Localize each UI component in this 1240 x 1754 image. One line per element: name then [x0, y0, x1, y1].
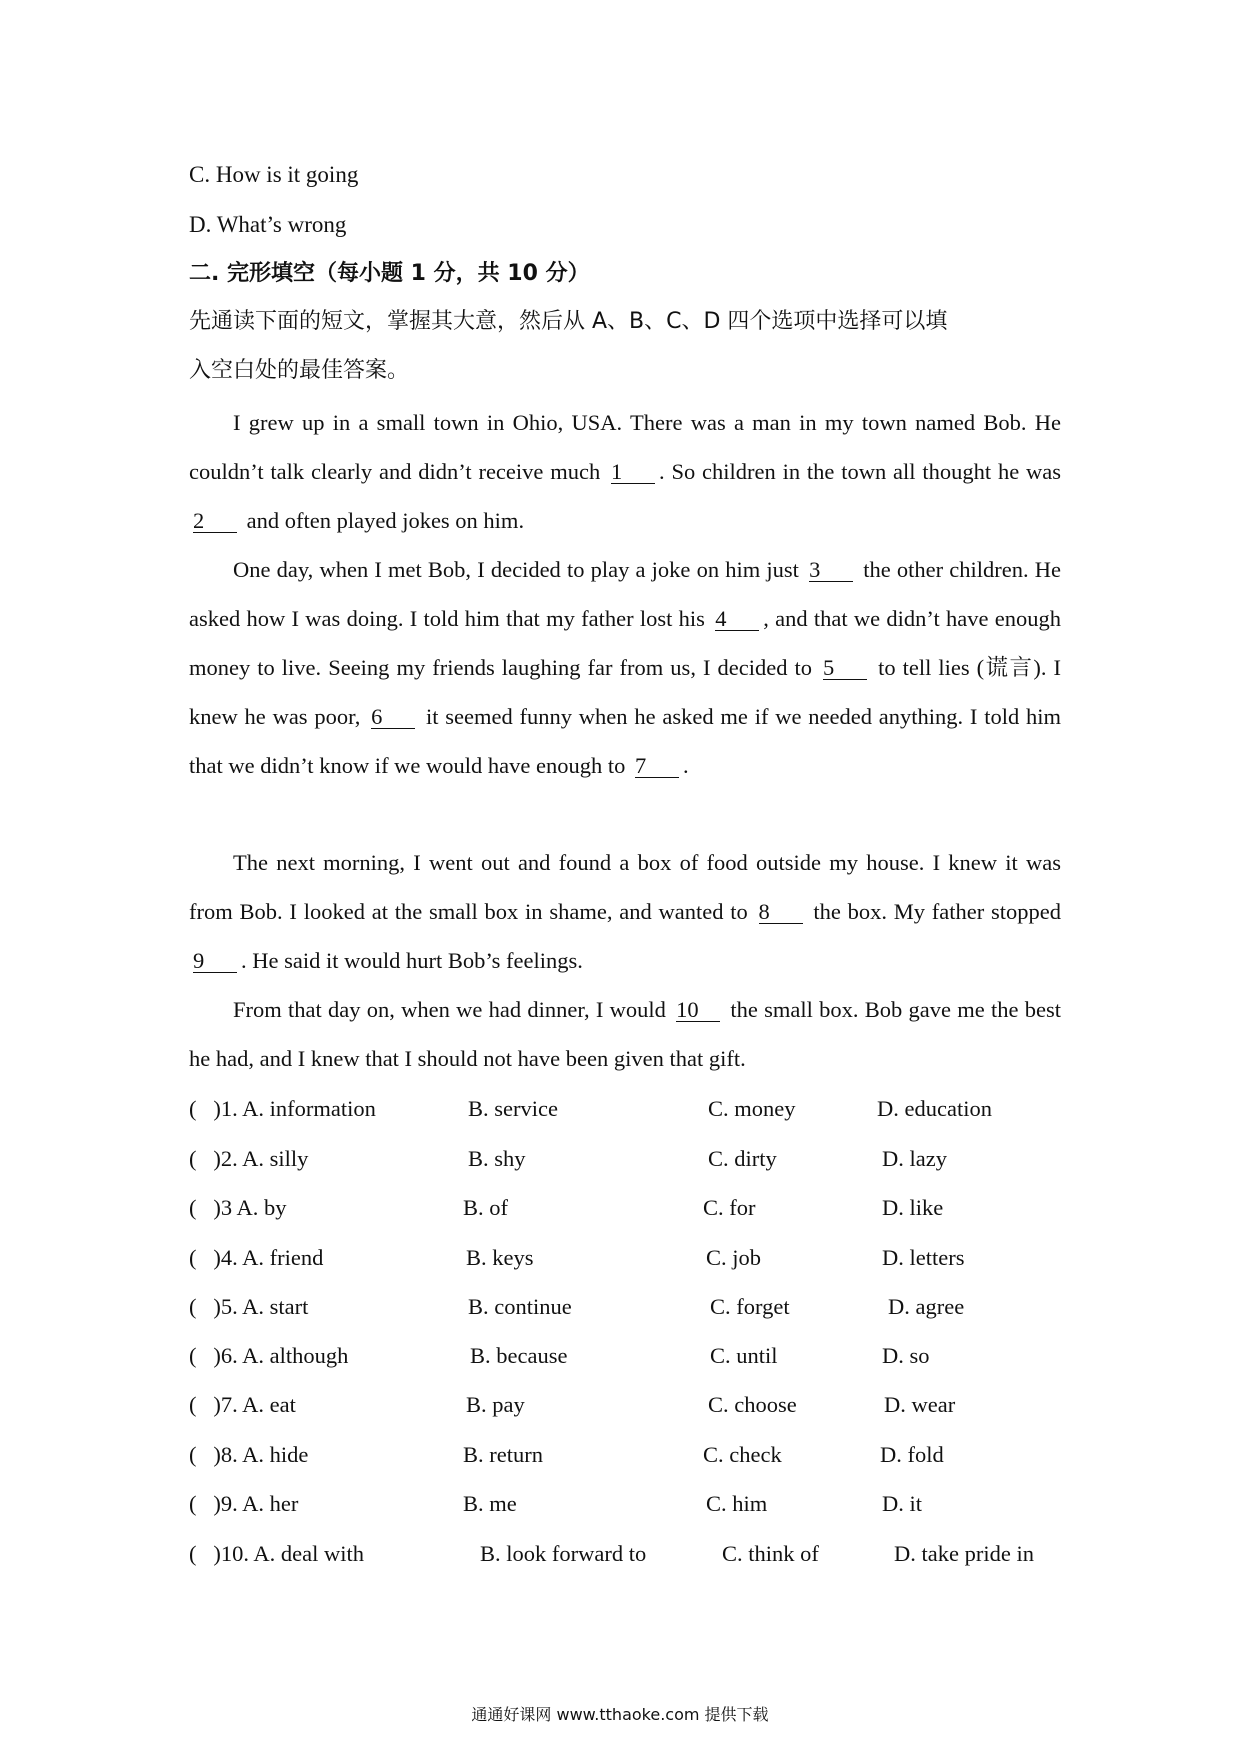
option-b: B. keys [466, 1245, 534, 1270]
option-c: C. for [703, 1195, 756, 1220]
question-stem-option-a: ( )4. A. friend [189, 1245, 324, 1270]
option-d: D. education [877, 1096, 992, 1121]
blank-4: 4 [715, 608, 759, 631]
passage-paragraph-1: I grew up in a small town in Ohio, USA. There was a man in my town named Bob. He couldn’t talk clearly and didn’t receive much 1 . So children in the town all thought he was 2 and often played jokes on him. [189, 410, 1061, 533]
option-b: B. service [468, 1096, 558, 1121]
section-instruction-line2: 入空白处的最佳答案。 [189, 358, 410, 383]
blank-9: 9 [193, 950, 237, 973]
question-stem-option-a: ( )3 A. by [189, 1195, 287, 1220]
option-d: D. fold [880, 1442, 944, 1467]
option-b: B. return [463, 1442, 543, 1467]
question-row [0, 1489, 1240, 1519]
option-b: B. continue [468, 1294, 572, 1319]
option-c: C. dirty [708, 1146, 777, 1171]
passage-paragraph-4: From that day on, when we had dinner, I would 10 the small box. Bob gave me the best he had, and I knew that I should not have been given that gift. [189, 997, 1062, 1071]
question-stem-option-a: ( )7. A. eat [189, 1392, 296, 1417]
question-row [0, 1341, 1240, 1371]
option-c: C. check [703, 1442, 782, 1467]
question-stem-option-a: ( )1. A. information [189, 1096, 376, 1121]
option-b: B. of [463, 1195, 508, 1220]
question-stem-option-a: ( )9. A. her [189, 1491, 299, 1516]
question-row [0, 1539, 1240, 1569]
passage-paragraph-2: One day, when I met Bob, I decided to play a joke on him just 3 the other children. He asked how I was doing. I told him that my father lost his 4 , and that we didn’t have enough money to live. Seeing my friends laughing far from us, I decided to 5 to tell lies (谎言). I knew he was poor, 6 it seemed funny when he asked me if we needed anything. I told him that we didn’t know if we would have enough to 7 . [189, 557, 1062, 778]
question-row [0, 1390, 1240, 1420]
option-c: C. until [710, 1343, 778, 1368]
option-c: C. think of [722, 1541, 819, 1566]
option-c: C. him [706, 1491, 768, 1516]
blank-7: 7 [635, 755, 679, 778]
passage-paragraph-3: The next morning, I went out and found a box of food outside my house. I knew it was from Bob. I looked at the small box in shame, and wanted to 8 the box. My father stopped 9 . He said it would hurt Bob’s feelings. [189, 850, 1062, 973]
page-footer: 通通好课网 www.tthaoke.com 提供下载 [471, 1705, 769, 1724]
option-b: B. shy [468, 1146, 526, 1171]
blank-6: 6 [371, 706, 415, 729]
option-d: D. letters [882, 1245, 965, 1270]
question-stem-option-a: ( )2. A. silly [189, 1146, 309, 1171]
question-row [0, 1193, 1240, 1223]
question-row [0, 1292, 1240, 1322]
blank-2: 2 [193, 510, 237, 533]
question-row [0, 1440, 1240, 1470]
option-b: B. pay [466, 1392, 525, 1417]
option-d: D. lazy [882, 1146, 947, 1171]
question-row [0, 1243, 1240, 1273]
question-row [0, 1144, 1240, 1174]
section-heading: 二. 完形填空（每小题 1 分，共 10 分） [189, 261, 590, 286]
option-d: D. it [882, 1491, 923, 1516]
blank-8: 8 [759, 901, 803, 924]
option-d: D. so [882, 1343, 930, 1368]
option-c: C. choose [708, 1392, 797, 1417]
question-stem-option-a: ( )6. A. although [189, 1343, 349, 1368]
option-d: D. like [882, 1195, 944, 1220]
blank-3: 3 [809, 559, 853, 582]
option-b: B. because [470, 1343, 568, 1368]
option-b: B. look forward to [480, 1541, 647, 1566]
blank-10: 10 [676, 999, 720, 1022]
question-stem-option-a: ( )5. A. start [189, 1294, 309, 1319]
previous-option-d: D. What’s wrong [189, 212, 347, 237]
option-c: C. forget [710, 1294, 790, 1319]
option-d: D. wear [884, 1392, 956, 1417]
previous-option-c: C. How is it going [189, 162, 359, 187]
question-row [0, 1094, 1240, 1124]
option-c: C. job [706, 1245, 762, 1270]
question-stem-option-a: ( )10. A. deal with [189, 1541, 364, 1566]
option-b: B. me [463, 1491, 517, 1516]
blank-5: 5 [823, 657, 867, 680]
question-stem-option-a: ( )8. A. hide [189, 1442, 309, 1467]
section-instruction-line1: 先通读下面的短文，掌握其大意，然后从 A、B、C、D 四个选项中选择可以填 [189, 309, 948, 334]
blank-1: 1 [611, 461, 655, 484]
option-c: C. money [708, 1096, 796, 1121]
option-d: D. take pride in [894, 1541, 1034, 1566]
option-d: D. agree [888, 1294, 965, 1319]
